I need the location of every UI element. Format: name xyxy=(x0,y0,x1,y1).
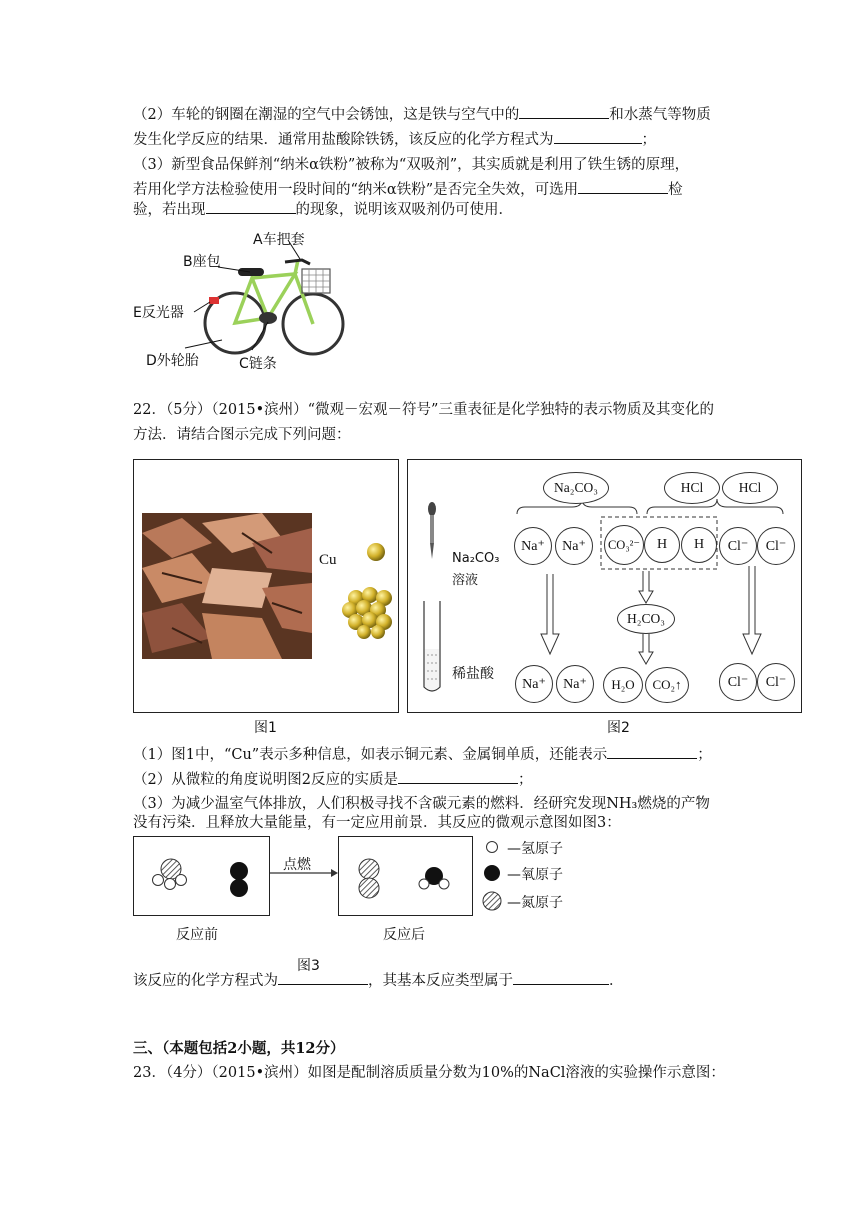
ion-na: Na⁺ xyxy=(514,527,552,565)
molecule-hcl: HCl xyxy=(722,472,778,504)
q22-stem-line2: 方法．请结合图示完成下列问题： xyxy=(133,427,351,443)
q21-part2-line2: 发生化学反应的结果．通常用盐酸除铁锈，该反应的化学方程式为 ； xyxy=(133,129,656,151)
q21-part2-line1: （2）车轮的钢圈在潮湿的空气中会锈蚀，这是铁与空气中的 和水蒸气等物质 xyxy=(133,104,711,126)
oxygen-atom-icon xyxy=(484,865,500,881)
section-3-heading: 三、（本题包括2小题，共12分） xyxy=(133,1040,345,1057)
bike-label-b: B座包 xyxy=(183,254,221,270)
ion-h: H xyxy=(681,527,717,563)
figure-3-caption: 图3 xyxy=(297,958,320,974)
bike-label-d: D外轮胎 xyxy=(146,353,199,369)
bike-label-e: E反光器 xyxy=(133,305,184,321)
figure-1 xyxy=(133,459,399,713)
copper-photo xyxy=(142,513,312,659)
answer-blank[interactable] xyxy=(554,129,642,144)
arrow-label: 点燃 xyxy=(283,857,311,873)
dropper-label: 溶液 xyxy=(452,573,479,588)
q21-part3-line1: （3）新型食品保鲜剂“纳米α铁粉”被称为“双吸剂”，其实质就是利用了铁生锈的原理， xyxy=(133,157,690,173)
answer-blank[interactable] xyxy=(607,744,697,759)
ion-na: Na⁺ xyxy=(556,665,594,703)
seat xyxy=(238,268,264,276)
legend-hydrogen: —氢原子 xyxy=(507,841,563,857)
q21-part3-line3: 验，若出现 的现象，说明该双吸剂仍可使用． xyxy=(133,199,513,221)
molecule-h2o: H₂O xyxy=(603,667,643,703)
ion-cl: Cl⁻ xyxy=(757,527,795,565)
ion-cl: Cl⁻ xyxy=(719,527,757,565)
legend-oxygen: —氧原子 xyxy=(507,867,563,883)
bike-label-a: A车把套 xyxy=(253,232,305,248)
ion-na: Na⁺ xyxy=(515,665,553,703)
q22-sub3-line1: （3）为减少温室气体排放，人们积极寻找不含碳元素的燃料．经研究发现NH₃燃烧的产物 xyxy=(133,796,710,812)
q23-stem: 23．（4分）（2015•滨州）如图是配制溶质质量分数为10%的NaCl溶液的实验操作示意图： xyxy=(133,1065,725,1081)
answer-blank[interactable] xyxy=(206,199,296,214)
q21-part3-line2: 若用化学方法检验使用一段时间的“纳米α铁粉”是否完全失效，可选用 检 xyxy=(133,179,683,201)
ion-carbonate: CO₃²⁻ xyxy=(604,525,644,565)
hydrogen-atom-icon xyxy=(487,842,498,853)
after-label: 反应后 xyxy=(383,927,425,943)
figure-1-caption: 图1 xyxy=(254,720,277,736)
dropper-label: Na₂CO₃ xyxy=(452,551,500,566)
figure-2-caption: 图2 xyxy=(607,720,630,736)
legend-nitrogen: —氮原子 xyxy=(507,895,563,911)
molecule-na2co3: Na₂CO₃ xyxy=(543,472,609,504)
ion-h: H xyxy=(644,527,680,563)
tube-label: 稀盐酸 xyxy=(452,666,494,682)
figure-3-legend-icons xyxy=(482,836,506,916)
q22-sub2: （2）从微粒的角度说明图2反应的实质是 ； xyxy=(133,769,532,791)
cu-label: Cu xyxy=(319,552,337,568)
answer-blank[interactable] xyxy=(398,769,518,784)
ion-cl: Cl⁻ xyxy=(757,663,795,701)
molecule-hcl: HCl xyxy=(664,472,720,504)
q22-stem-line1: 22．（5分）（2015•滨州）“微观－宏观－符号”三重表征是化学独特的表示物质及其变化的 xyxy=(133,402,714,418)
q22-tail: 该反应的化学方程式为 ，其基本反应类型属于 ． xyxy=(133,970,624,992)
ion-cl: Cl⁻ xyxy=(719,663,757,701)
q22-sub3-line2: 没有污染．且释放大量能量，有一定应用前景．其反应的微观示意图如图3： xyxy=(133,815,621,831)
q22-sub1: （1）图1中，“Cu”表示多种信息，如表示铜元素、金属铜单质，还能表示 ； xyxy=(133,744,712,766)
cu-atom-model xyxy=(336,540,396,640)
answer-blank[interactable] xyxy=(513,970,609,985)
before-label: 反应前 xyxy=(176,927,218,943)
molecule-co2: CO₂↑ xyxy=(645,667,689,703)
molecule-h2co3: H₂CO₃ xyxy=(617,604,675,634)
answer-blank[interactable] xyxy=(519,104,609,119)
ion-na: Na⁺ xyxy=(555,527,593,565)
answer-blank[interactable] xyxy=(578,179,668,194)
nitrogen-atom-icon xyxy=(483,892,501,910)
bike-label-c: C链条 xyxy=(239,356,277,372)
answer-blank[interactable] xyxy=(278,970,368,985)
